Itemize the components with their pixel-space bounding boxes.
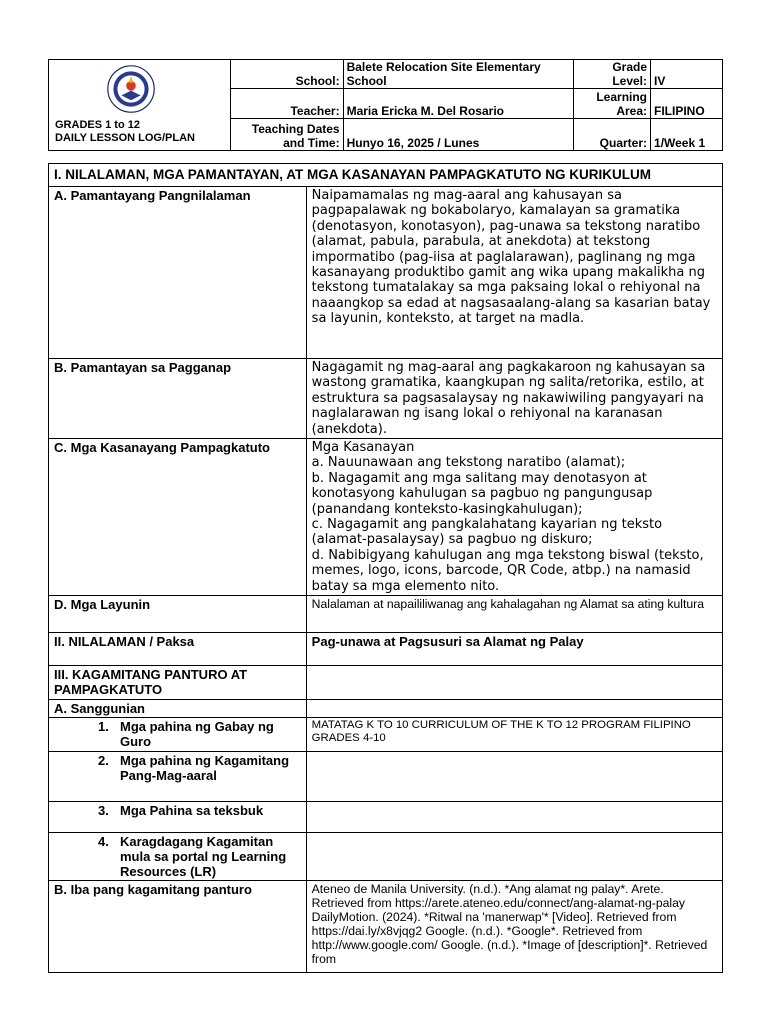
section1-title: I. NILALAMAN, MGA PAMANTAYAN, AT MGA KASANAYAN PAMPAGKATUTO NG KURIKULUM [49,164,723,187]
item-1-label [49,717,307,751]
row-d-label: D. Mga Layunin [49,596,307,633]
iba-content: Ateneo de Manila University. (n.d.). *Ang alamat ng palay*. Arete. Retrieved from https://arete.ateneo.edu/connect/ang-alamat-ng-palay DailyMotion. (2024). *Ritwal na 'manerwap'* [Video]. Retrieved from https://dai.ly/x8vjqg2 Google. (n.d.). *Google*. Retrieved from http://www.google.com/ Google. (n.d.). *Image of [description]*. Retrieved from [306,881,722,973]
item-4-value [306,832,722,881]
row-a-label: A. Pamantayang Pangnilalaman [49,187,307,359]
item-3-num: 3. [98,802,109,818]
c-line-2: b. Nagagamit ang mga salitang may denotasyon at konotasyong kahulugan sa pagbuo ng pangungusap (panandang konteksto-kasingkahulugan); [311,470,653,517]
row-ii-content: Pag-unawa at Pagsusuri sa Alamat ng Palay [306,633,722,666]
lesson-table [48,163,723,973]
item-4-text: Karagdagang Kagamitan mula sa portal ng Learning Resources (LR) [120,833,287,880]
item-1-num: 1. [98,718,109,734]
row-ii-label: II. NILALAMAN / Paksa [49,633,307,666]
item-2-text: Mga pahina ng Kagamitang Pang-Mag-aaral [120,752,290,783]
row-d-content: Nalalaman at napaililiwanag ang kahalagahan ng Alamat sa ating kultura [306,596,722,633]
row-iii-label: III. KAGAMITANG PANTURO AT PAMPAGKATUTO [49,666,307,699]
grade-level-label: Grade Level: [574,60,651,89]
row-iii-content [306,666,722,699]
item-4-num: 4. [98,833,109,849]
logo-cell [49,60,231,151]
iba-label: B. Iba pang kagamitang panturo [49,881,307,973]
grades-line2: DAILY LESSON LOG/PLAN [55,132,195,144]
teacher-label: Teacher: [230,89,343,118]
c-line-1: a. Nauunawaan ang tekstong naratibo (alamat); [311,455,626,471]
item-1-text: Mga pahina ng Gabay ng Guro [120,718,274,749]
header-table [48,59,723,151]
sanggunian-content [306,699,722,717]
item-2-num: 2. [98,752,109,768]
item-3-label [49,801,307,832]
c-line-0: Mga Kasanayan [311,440,415,456]
item-3-value [306,801,722,832]
grades-title [55,119,224,145]
item-2-label [49,751,307,801]
c-line-4: d. Nabibigyang kahulugan ang mga tekstong biswal (teksto, memes, logo, icons, barcode, QR Code, atbp.) na namasid batay sa mga elemento nito. [311,547,704,594]
item-3-text: Mga Pahina sa teksbuk [120,802,264,818]
sanggunian-label: A. Sanggunian [49,699,307,717]
row-a-content: Naipamamalas ng mag-aaral ang kahusayan sa pagpapalawak ng bokabolaryo, kamalayan sa gramatika (denotasyon, konotasyon), pag-unawa sa tekstong naratibo (alamat, pabula, parabula, at anekdota) at tekstong impormatibo (pag-iisa at paglalarawan), paglinang ng mga kasanayang produktibo gamit ang wika upang makalikha ng tekstong tumatalakay sa mga paksaing lokal o rehiyonal na naaangkop sa edad at nagsasaalang-alang sa kasarian batay sa layunin, konteksto, at target na madla. [306,187,722,359]
quarter-value: 1/Week 1 [651,118,723,150]
item-2-value [306,751,722,801]
learning-area-label: Learning Area: [574,89,651,118]
dates-label: Teaching Dates and Time: [230,118,343,150]
row-c-content [306,439,722,596]
learning-area-value: FILIPINO [651,89,723,118]
dates-value: Hunyo 16, 2025 / Lunes [343,118,573,150]
row-b-label: B. Pamantayan sa Pagganap [49,359,307,439]
quarter-label: Quarter: [574,118,651,150]
item-1-value: MATATAG K TO 10 CURRICULUM OF THE K TO 12 PROGRAM FILIPINO GRADES 4-10 [306,717,722,751]
c-line-3: c. Nagagamit ang pangkalahatang kayarian ng teksto (alamat-pasalaysay) sa pagbuo ng diskuro; [311,517,663,548]
row-c-label: C. Mga Kasanayang Pampagkatuto [49,439,307,596]
item-4-label [49,832,307,881]
school-label: School: [230,60,343,89]
deped-seal-icon [107,65,155,113]
grade-level-value: IV [651,60,723,89]
row-b-content: Nagagamit ng mag-aaral ang pagkakaroon ng kahusayan sa wastong gramatika, kaangkupan ng salita/retorika, estilo, at estruktura sa pagsasalaysay ng nakawiwiling pangyayari na naglalarawan ng isang lokal o rehiyonal na karanasan (anekdota). [306,359,722,439]
grades-line1: GRADES 1 to 12 [55,119,140,131]
school-value: Balete Relocation Site Elementary School [343,60,573,89]
teacher-value: Maria Ericka M. Del Rosario [343,89,573,118]
